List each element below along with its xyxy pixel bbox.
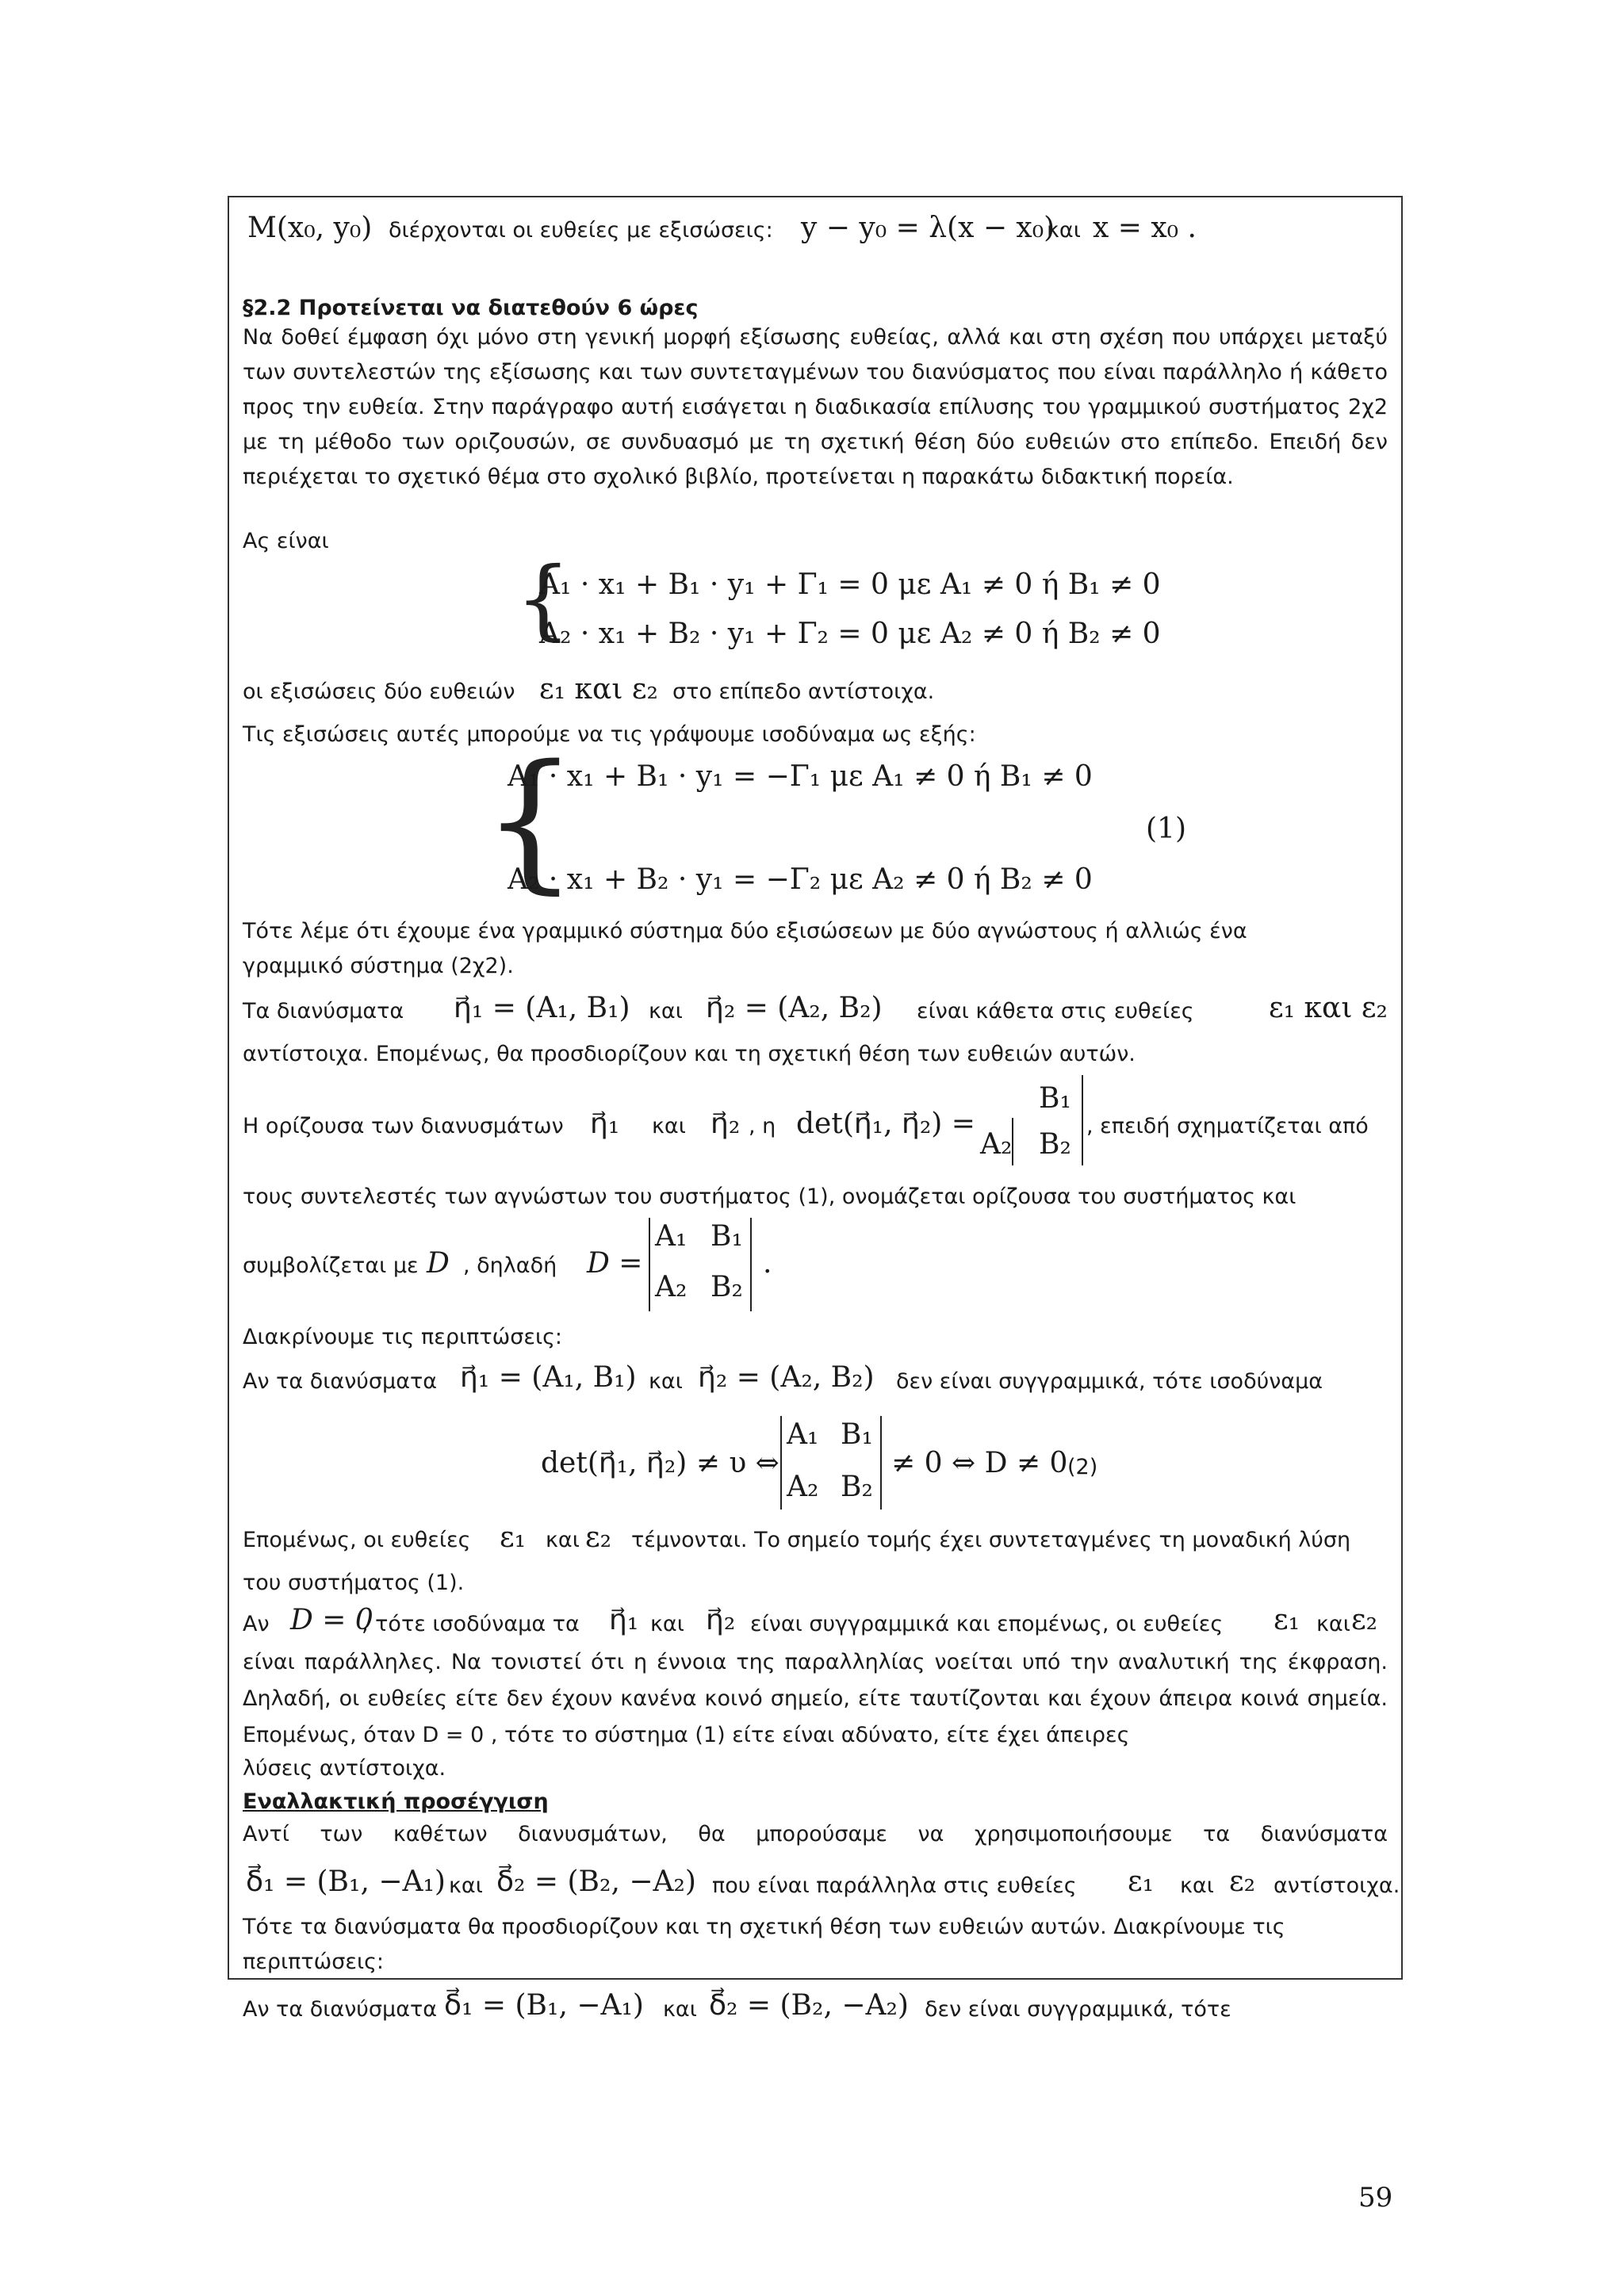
symb-mid: , δηλαδή [463,1253,557,1278]
symb-b1: B₁ [710,1220,743,1253]
eq-lines-math: ε₁ και ε₂ [539,673,658,706]
parallel-paragraph: είναι παράλληλες. Να τονιστεί ότι η έννοια της παραλληλίας νοείται υπό την αναλυτική της έκφραση. Δηλαδή, οι ευθείες είτε δεν έχουν κανένα κοινό σημείο, είτε ταυτίζονται και έχουν άπειρα κοινά σημεία. Επομένως, όταν D = 0 , τότε το σύστημα (1) είτε είναι αδύνατο, είτε έχει άπειρες [243,1650,1388,1747]
alt-line4: περιπτώσεις: [243,1950,385,1974]
left-brace-large: { [482,733,578,908]
inter-kai: και [546,1528,580,1552]
line-equation-1: y − y₀ = λ(x − x₀) [801,212,1055,244]
if-kai: και [649,1369,683,1394]
cond-b1: B₁ [841,1418,873,1451]
par-pre: Αν [243,1612,270,1636]
symb-right-bar [750,1218,752,1311]
alt-line3: Τότε τα διανύσματα θα προσδιορίζουν και τη σχετική θέση των ευθειών αυτών. Διακρίνουμε τις [243,1915,1285,1939]
det-n2: η⃗₂ [710,1108,741,1140]
point-m-math: M(x₀, y₀) [247,212,373,244]
vec-n2: η⃗₂ = (A₂, B₂) [706,992,883,1024]
as-einai-text: Ας είναι [243,529,329,553]
last-post: δεν είναι συγγραμμικά, τότε [925,1997,1231,2022]
cond-post: ≠ 0 ⇔ D ≠ 0 [891,1447,1068,1479]
cond-left-bar [780,1416,782,1510]
if-n1: η⃗₁ = (A₁, B₁) [460,1361,637,1394]
par-kai2: και [1316,1612,1350,1636]
cond-det: det(η⃗₁, η⃗₂) ≠ υ ⇔ [541,1447,779,1479]
linear-system-text-2: γραμμικό σύστημα (2χ2). [243,954,514,978]
eq-lines-post: στο επίπεδο αντίστοιχα. [672,679,935,704]
det-b2: B₂ [1039,1128,1071,1161]
symb-a1: A₁ [655,1220,688,1253]
inter-pre: Επομένως, οι ευθείες [243,1528,471,1552]
rewrite-text: Τις εξισώσεις αυτές μπορούμε να τις γράψουμε ισοδύναμα ως εξής: [243,722,976,747]
par-n1: η⃗₁ [609,1604,639,1636]
symb-left-bar [649,1218,650,1311]
alt-title: Εναλλακτική προσέγγιση [243,1789,549,1814]
det-kai: και [652,1114,686,1138]
par-post: είναι συγγραμμικά και επομένως, οι ευθείες [750,1612,1224,1636]
line-kai-text: και [1047,218,1081,243]
alt-kai: και [449,1873,483,1898]
last-pre: Αν τα διανύσματα [243,1997,438,2022]
cond-b2: B₂ [841,1471,873,1503]
alt-e2: ε₂ [1229,1866,1256,1898]
par-kai: και [650,1612,684,1636]
det-expr: det(η⃗₁, η⃗₂) = [796,1108,975,1140]
vec-n1: η⃗₁ = (A₁, B₁) [454,992,630,1024]
par-last: λύσεις αντίστοιχα. [243,1756,446,1781]
symb-a2: A₂ [655,1271,688,1303]
par-e2: ε₂ [1351,1604,1378,1636]
symb-pre: συμβολίζεται με [243,1253,419,1278]
det-post: , επειδή σχηματίζεται από [1086,1114,1369,1138]
system-a-eq1: A₁ · x₁ + B₁ · y₁ + Γ₁ = 0 με A₁ ≠ 0 ή B₁ ≠ 0 [539,568,1161,601]
alt-d2: δ⃗₂ = (B₂, −A₂) [496,1866,696,1898]
det-line2: τους συντελεστές των αγνώστων του συστήματος (1), ονομάζεται ορίζουσα του συστήματος και [243,1184,1297,1209]
det-a2: A₂ [980,1128,1013,1161]
last-d1: δ⃗₁ = (B₁, −A₁) [444,1989,644,2022]
cases-text: Διακρίνουμε τις περιπτώσεις: [243,1325,563,1349]
page-number: 59 [1358,2182,1393,2214]
symb-deq: D = [587,1247,643,1280]
cond-right-bar [880,1416,882,1510]
left-brace: { [515,548,571,649]
det-right-bar [1082,1075,1083,1165]
inter-e1: ε₁ [500,1521,527,1554]
det-pre: Η ορίζουσα των διανυσμάτων [243,1114,564,1138]
alt-kai2: και [1180,1873,1214,1898]
par-mid: , τότε ισοδύναμα τα [362,1612,580,1636]
cond-a1: A₁ [787,1418,819,1451]
inter-line2: του συστήματος (1). [243,1571,465,1595]
vec-post: είναι κάθετα στις ευθείες [917,999,1194,1024]
symb-d: D [427,1247,450,1280]
last-d2: δ⃗₂ = (B₂, −A₂) [709,1989,909,2022]
det-b1: B₁ [1039,1082,1071,1115]
vec-kai: και [649,999,683,1024]
alt-line1: Αντί των καθέτων διανυσμάτων, θα μπορούσαμε να χρησιμοποιήσουμε τα διανύσματα [243,1822,1388,1846]
system-b-eq1: A₁ · x₁ + B₁ · y₁ = −Γ₁ με A₁ ≠ 0 ή B₁ ≠ 0 [508,760,1093,793]
alt-d1: δ⃗₁ = (B₁, −A₁) [246,1866,446,1898]
eq-lines-pre: οι εξισώσεις δύο ευθειών [243,679,515,704]
if-n2: η⃗₂ = (A₂, B₂) [698,1361,875,1394]
system-b-eq2: A₂ · x₁ + B₂ · y₁ = −Γ₂ με A₂ ≠ 0 ή B₂ ≠ 0 [508,863,1093,896]
intro-paragraph: Να δοθεί έμφαση όχι μόνο στη γενική μορφή εξίσωσης ευθείας, αλλά και στη σχέση που υπάρχει μεταξύ των συντελεστών της εξίσωσης και των συντεταγμένων του διανύσματος που είναι παράλληλο ή κάθετο προς την ευθεία. Στην παράγραφο αυτή εισάγεται η διαδικασία επίλυσης του γραμμικού συστήματος 2χ2 με τη μέθοδο των οριζουσών, σε συνδυασμό με τη σχετική θέση δύο ευθειών στο επίπεδο. Επειδή δεν περιέχεται το σχετικό θέμα στο σχολικό βιβλίο, προτείνεται η παρακάτω διδακτική πορεία. [243,325,1388,489]
line-equation-2: x = x₀ . [1093,212,1197,244]
alt-e1: ε₁ [1128,1866,1155,1898]
linear-system-text: Τότε λέμε ότι έχουμε ένα γραμμικό σύστημα δύο εξισώσεων με δύο αγνώστους ή αλλιώς ένα [243,919,1247,943]
det-n1: η⃗₁ [590,1108,620,1140]
section-title: §2.2 Προτείνεται να διατεθούν 6 ώρες [243,296,699,320]
par-n2: η⃗₂ [706,1604,736,1636]
vec-pre: Τα διανύσματα [243,999,404,1024]
symb-b2: B₂ [710,1271,743,1303]
system-b-label: (1) [1146,813,1186,845]
line-pass-text: διέρχονται οι ευθείες με εξισώσεις: [389,218,773,243]
det-comma: , η [749,1114,776,1138]
par-e1: ε₁ [1274,1604,1300,1636]
if-post: δεν είναι συγγραμμικά, τότε ισοδύναμα [896,1369,1323,1394]
cond-label: (2) [1067,1455,1098,1479]
inter-e2: ε₂ [585,1521,612,1554]
cond-a2: A₂ [787,1471,819,1503]
vec-lines: ε₁ και ε₂ [1269,992,1388,1024]
inter-post: τέμνονται. Το σημείο τομής έχει συντεταγμένες τη μοναδική λύση [631,1528,1351,1552]
par-d: D = 0 [290,1604,373,1636]
alt-mid: που είναι παράλληλα στις ευθείες [712,1873,1077,1898]
last-kai: και [663,1997,697,2022]
if-pre: Αν τα διανύσματα [243,1369,438,1394]
symb-dot: . [763,1247,772,1280]
system-a-eq2: A₂ · x₁ + B₂ · y₁ + Γ₂ = 0 με A₂ ≠ 0 ή B₂ ≠ 0 [539,618,1161,650]
alt-post: αντίστοιχα. [1274,1873,1400,1898]
vec-line2: αντίστοιχα. Επομένως, θα προσδιορίζουν και τη σχετική θέση των ευθειών αυτών. [243,1042,1136,1066]
